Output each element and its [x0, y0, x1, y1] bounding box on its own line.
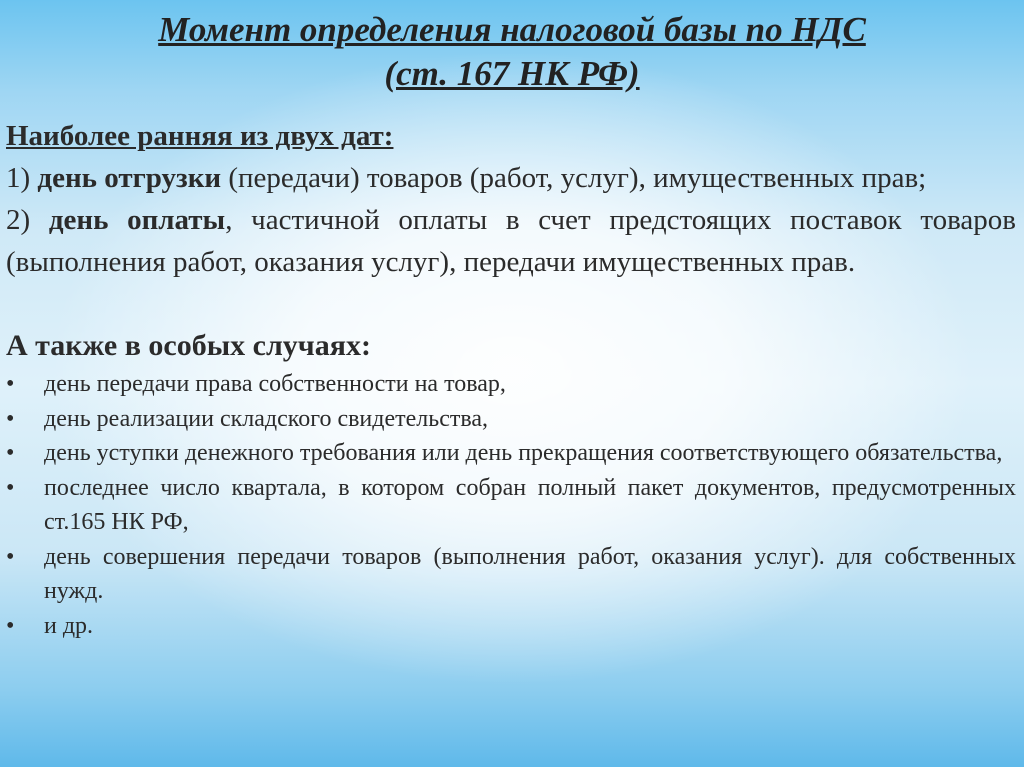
- list-item: [6, 540, 1016, 609]
- bullet-icon: •: [6, 543, 15, 570]
- bullet-icon: •: [6, 405, 15, 432]
- section-2-bullet-list: [6, 367, 1016, 643]
- slide-title-line-2: (ст. 167 НК РФ): [384, 54, 640, 93]
- section-1-item-2: [6, 199, 1016, 283]
- slide-body: [6, 115, 1016, 643]
- bullet-icon: •: [6, 474, 15, 501]
- list-item-text: день передачи права собственности на товар,: [44, 371, 506, 397]
- list-item-text: день совершения передачи товаров (выполнения работ, оказания услуг). для собственных нужд.: [44, 543, 1016, 604]
- list-item: [6, 367, 1016, 402]
- bullet-icon: •: [6, 371, 15, 397]
- item-2-bold: день оплаты: [48, 204, 226, 236]
- list-item-text: день реализации складского свидетельства,: [44, 405, 488, 432]
- slide-title-line-1: Момент определения налоговой базы по НДС: [158, 10, 866, 49]
- section-1-heading: Наиболее ранняя из двух дат:: [6, 120, 394, 152]
- spacer: [6, 283, 1016, 325]
- bullet-icon: •: [6, 612, 15, 639]
- item-2-text: , частичной оплаты в счет предстоящих поставок товаров (выполнения работ, оказания услуг), передачи имущественных прав.: [6, 204, 1016, 278]
- item-1-bold: день отгрузки: [37, 162, 222, 194]
- item-1-text: (передачи) товаров (работ, услуг), имущественных прав;: [221, 162, 927, 194]
- list-item: [6, 436, 1016, 471]
- item-2-number: 2): [6, 204, 49, 236]
- list-item: [6, 609, 1016, 644]
- item-1-number: 1): [6, 162, 38, 194]
- list-item: [6, 471, 1016, 540]
- section-1-item-1: [6, 157, 1016, 199]
- list-item-text: последнее число квартала, в котором собран полный пакет документов, предусмотренных ст.165 НК РФ,: [44, 474, 1016, 535]
- slide-title: [0, 8, 1024, 96]
- list-item-text: день уступки денежного требования или день прекращения соответствующего обязательства,: [44, 440, 1003, 466]
- section-2-heading: А также в особых случаях:: [6, 329, 371, 362]
- list-item: [6, 402, 1016, 437]
- bullet-icon: •: [6, 440, 15, 466]
- list-item-text: и др.: [44, 612, 94, 639]
